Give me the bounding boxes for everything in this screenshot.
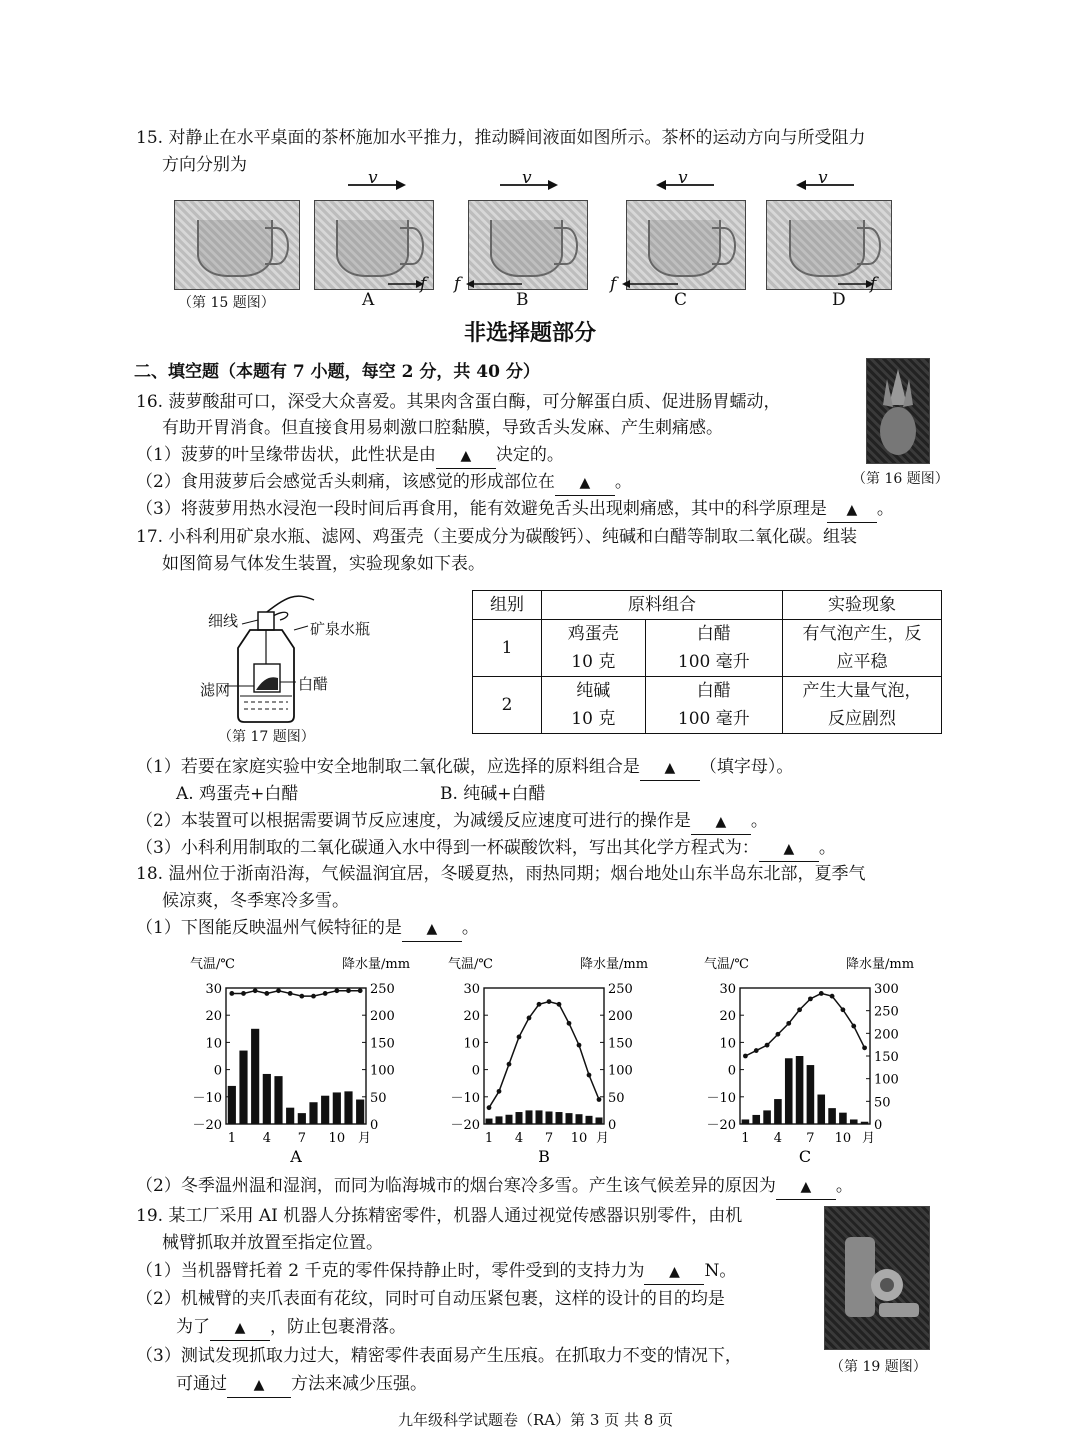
plot-frame [740,988,870,1124]
precip-bar [496,1116,503,1124]
month-tick-label: 1 [227,1131,236,1146]
precip-bar [546,1111,553,1124]
precip-tick-label: 200 [370,1009,395,1025]
precip-bar [828,1108,836,1124]
precip-bar [228,1086,236,1124]
temperature-point [587,1073,592,1078]
precip-bar [356,1100,364,1124]
temperature-point [754,1048,759,1053]
cell-group: 2 [473,677,542,734]
precip-bar [576,1114,583,1124]
temperature-point [276,988,281,993]
temp-tick-label: 30 [205,982,222,997]
section-heading: 二、填空题（本题有 7 小题，每空 2 分，共 40 分） [134,362,540,382]
month-tick-label: 7 [297,1131,306,1146]
temperature-point [537,1002,542,1007]
temp-tick-label: －10 [192,1090,222,1106]
q19-sub2: （2）机械臂的夹爪表面有花纹，同时可自动压紧包裹，这样的设计的目的均是 [136,1289,725,1309]
temperature-point [819,991,824,996]
option-b-label: B [516,290,529,310]
answer-blank[interactable]: ▲ [776,1174,836,1200]
temperature-point [808,996,813,1001]
option-a-label: A [362,290,375,310]
precip-bar [839,1113,847,1124]
precip-bar [763,1110,771,1124]
teacup-photo-still [174,200,300,290]
temp-tick-label: 0 [471,1063,480,1079]
temp-tick-label: 10 [719,1036,736,1052]
temperature-point [797,1007,802,1012]
x-axis-label: 月 [862,1131,876,1146]
temperature-point [487,1105,492,1110]
label-net: 滤网 [200,681,231,699]
temp-tick-label: －10 [706,1090,736,1106]
answer-blank[interactable]: ▲ [644,1259,704,1285]
q19-caption: （第 19 题图） [830,1359,927,1375]
q16-stem-line1: 16. 菠萝酸甜可口，深受大众喜爱。其果肉含蛋白酶，可分解蛋白质、促进肠胃蠕动， [136,392,781,412]
climate-chart-a [188,950,418,1170]
cell-phenomenon: 有气泡产生，反 应平稳 [783,620,942,677]
temperature-point [776,1032,781,1037]
precip-tick-label: 150 [370,1036,395,1052]
answer-blank[interactable]: ▲ [691,809,751,835]
month-tick-label: 4 [262,1131,271,1146]
label-bottle: 矿泉水瓶 [310,620,371,638]
q15-stem-line1: 15. 对静止在水平桌面的茶杯施加水平推力，推动瞬间液面如图所示。茶杯的运动方向与所受阻力 [136,128,866,148]
precip-tick-label: 0 [370,1118,379,1133]
precip-bar [516,1112,523,1124]
q16-caption: （第 16 题图） [852,471,949,487]
temperature-point [786,1021,791,1026]
arrow-left-icon [794,178,856,192]
temperature-point [597,1097,602,1102]
temp-tick-label: 20 [463,1009,480,1025]
temperature-point [346,988,351,993]
precip-bar [817,1095,825,1124]
friction-label-c: f [610,274,617,294]
temperature-point [567,1021,572,1026]
temperature-point [547,999,552,1004]
velocity-label-c: v [678,168,688,188]
q16-sub2: （2）食用菠萝后会感觉舌头刺痛，该感觉的形成部位在 ▲ 。 [136,470,632,496]
robot-arm-photo [824,1206,930,1350]
temperature-point [851,1024,856,1029]
temp-tick-label: 0 [213,1063,222,1079]
temperature-point [253,988,258,993]
label-thread: 细线 [208,612,239,630]
q18-sub2: （2）冬季温州温和湿润，而同为临海城市的烟台寒冷多雪。产生该气候差异的原因为 ▲ 。 [136,1174,853,1200]
temp-tick-label: 10 [463,1036,480,1052]
precip-bar [333,1092,341,1124]
y-axis-right-label: 降水量/mm [846,957,915,972]
option-c-label: C [674,290,688,310]
precip-tick-label: 200 [874,1027,899,1043]
month-tick-label: 7 [806,1131,815,1146]
precip-tick-label: 250 [370,982,395,997]
q17-sub3: （3）小科利用制取的二氧化碳通入水中得到一杯碳酸饮料，写出其化学方程式为： ▲ 。 [136,836,836,862]
precip-tick-label: 250 [608,982,633,997]
q17-option-a: A. 鸡蛋壳+白醋 [176,784,299,804]
y-axis-left-label: 气温/℃ [704,957,749,972]
y-axis-right-label: 降水量/mm [580,957,649,972]
cell-material-2: 白醋 100 毫升 [645,620,782,677]
precip-bar [556,1112,563,1124]
precip-bar [752,1115,760,1124]
temperature-line [232,991,360,996]
section-title: 非选择题部分 [464,320,597,346]
q19-stem-line2: 械臂抓取并放置至指定位置。 [162,1233,383,1253]
precip-bar [321,1096,329,1124]
temperature-point [323,991,328,996]
answer-blank[interactable]: ▲ [759,836,819,862]
cell-material-1: 纯碱 10 克 [542,677,646,734]
precip-tick-label: 100 [608,1063,633,1079]
velocity-label-b: v [522,168,532,188]
temperature-point [229,991,234,996]
velocity-label-d: v [818,168,828,188]
precip-tick-label: 100 [874,1072,899,1088]
teacup-photo-a [314,200,434,290]
precip-bar [526,1110,533,1124]
q18-stem-line2: 候凉爽，冬季寒冷多雪。 [162,891,349,911]
temperature-point [517,1035,522,1040]
pineapple-photo [866,358,930,464]
precip-bar [309,1102,317,1124]
month-tick-label: 10 [328,1131,346,1146]
answer-blank[interactable]: ▲ [402,916,462,942]
temp-tick-label: 0 [727,1063,736,1079]
month-tick-label: 1 [741,1131,750,1146]
page-footer: 九年级科学试题卷（RA）第 3 页 共 8 页 [398,1411,674,1429]
plot-frame [484,988,604,1124]
precip-bar [850,1119,858,1124]
precip-bar [251,1029,259,1124]
temperature-point [497,1089,502,1094]
month-tick-label: 10 [834,1131,852,1146]
month-tick-label: 4 [773,1131,783,1146]
answer-blank[interactable]: ▲ [827,497,877,523]
q19-sub3: （3）测试发现抓取力过大，精密零件表面易产生压痕。在抓取力不变的情况下， [136,1346,742,1366]
table-row [473,677,942,734]
temp-tick-label: －20 [706,1118,736,1133]
cell-material-1: 鸡蛋壳 10 克 [542,620,646,677]
precip-tick-label: 0 [874,1118,883,1133]
temp-tick-label: －20 [192,1118,222,1133]
precip-bar [596,1117,603,1124]
temperature-point [577,1043,582,1048]
precip-bar [586,1116,593,1124]
temperature-point [358,988,363,993]
answer-blank[interactable]: ▲ [436,443,496,469]
friction-arrow-c [620,278,680,290]
temperature-point [241,991,246,996]
q17-sub1: （1）若要在家庭实验中安全地制取二氧化碳，应选择的原料组合是 ▲ （填字母）。 [136,755,793,781]
friction-arrow-b [464,278,524,290]
precip-tick-label: 150 [874,1050,899,1065]
precip-bar [742,1119,750,1124]
temperature-point [765,1043,770,1048]
precip-bar [486,1119,493,1124]
header-phenomenon: 实验现象 [783,591,942,620]
temperature-line [489,1002,599,1108]
precip-bar [344,1091,352,1124]
chart-name-label: A [290,1147,302,1166]
precip-tick-label: 50 [608,1090,625,1106]
precip-bar [861,1122,869,1124]
x-axis-label: 月 [596,1131,610,1146]
x-axis-label: 月 [358,1131,372,1146]
cell-material-2: 白醋 100 毫升 [645,677,782,734]
temperature-point [311,994,316,999]
table-header-row [473,591,942,620]
option-d-label: D [832,290,846,310]
q17-stem-line1: 17. 小科利用矿泉水瓶、滤网、鸡蛋壳（主要成分为碳酸钙）、纯碱和白醋等制取二氧化碳。组装 [136,527,857,547]
label-vinegar: 白醋 [298,675,329,693]
friction-label-a: f [420,274,427,294]
temperature-point [527,1016,532,1021]
arrow-left-icon [654,178,716,192]
q17-stem-line2: 如图简易气体发生装置，实验现象如下表。 [162,554,485,574]
gas-generator-diagram [196,586,396,726]
velocity-label-a: v [368,168,378,188]
arrow-right-icon [498,178,560,192]
q19-sub2-cont: 为了 ▲ ，防止包裹滑落。 [176,1315,406,1341]
q17-caption: （第 17 题图） [218,729,315,745]
friction-label-b: f [454,274,461,294]
temperature-point [841,1007,846,1012]
header-materials: 原料组合 [542,591,783,620]
precip-bar [239,1051,247,1124]
precip-bar [796,1056,804,1124]
precip-tick-label: 150 [608,1036,633,1052]
cell-phenomenon: 产生大量气泡， 反应剧烈 [783,677,942,734]
q16-stem-line2: 有助开胃消食。但直接食用易刺激口腔黏膜，导致舌头发麻、产生刺痛感。 [162,418,723,438]
temp-tick-label: 10 [205,1036,222,1052]
month-tick-label: 4 [514,1131,524,1146]
precip-tick-label: 0 [608,1118,617,1133]
temp-tick-label: 30 [463,982,480,997]
climate-chart-c [702,950,922,1170]
chart-name-label: B [538,1147,550,1166]
arrow-right-icon [346,178,408,192]
precip-bar [298,1113,306,1124]
precip-bar [274,1076,282,1124]
robot-arm-icon [825,1207,929,1349]
precip-bar [506,1115,513,1124]
climate-chart-b [446,950,656,1170]
answer-blank[interactable]: ▲ [210,1315,270,1341]
temperature-point [264,991,269,996]
temperature-line [745,993,864,1056]
q17-option-b: B. 纯碱+白醋 [440,784,546,804]
temperature-point [299,994,304,999]
temp-tick-label: 20 [719,1009,736,1025]
temperature-point [557,1002,562,1007]
q16-sub1: （1）菠萝的叶呈缘带齿状，此性状是由 ▲ 决定的。 [136,443,564,469]
experiment-table [472,590,942,734]
temp-tick-label: 30 [719,982,736,997]
precip-bar [263,1074,271,1124]
month-tick-label: 10 [570,1131,588,1146]
teacup-photo-c [626,200,746,290]
precip-tick-label: 200 [608,1009,633,1025]
temperature-point [507,1062,512,1067]
precip-bar [807,1065,815,1124]
temp-tick-label: －20 [450,1118,480,1133]
precip-tick-label: 300 [874,982,899,997]
pineapple-icon [867,359,929,463]
q18-stem-line1: 18. 温州位于浙南沿海，气候温润宜居，冬暖夏热，雨热同期；烟台地处山东半岛东北部，夏季气 [136,864,866,884]
temperature-point [830,994,835,999]
answer-blank[interactable]: ▲ [555,470,615,496]
friction-label-d: f [870,274,877,294]
precip-tick-label: 50 [370,1090,387,1106]
cell-group: 1 [473,620,542,677]
precip-bar [774,1099,782,1124]
q19-sub1: （1）当机器臂托着 2 千克的零件保持静止时，零件受到的支持力为 ▲ N。 [136,1259,736,1285]
q19-sub3-cont: 可通过 ▲ 方法来减少压强。 [176,1372,427,1398]
answer-blank[interactable]: ▲ [227,1372,291,1398]
precip-tick-label: 50 [874,1095,891,1111]
precip-bar [785,1058,793,1124]
precip-bar [566,1113,573,1124]
temperature-point [743,1054,748,1059]
precip-tick-label: 100 [370,1063,395,1079]
q16-sub3: （3）将菠萝用热水浸泡一段时间后再食用，能有效避免舌头出现刺痛感，其中的科学原理是 ▲ 。 [136,497,894,523]
precip-bar [286,1108,294,1124]
y-axis-right-label: 降水量/mm [342,957,411,972]
q18-sub1: （1）下图能反映温州气候特征的是 ▲ 。 [136,916,479,942]
temperature-point [288,991,293,996]
temp-tick-label: －10 [450,1090,480,1106]
temperature-point [334,988,339,993]
q15-caption: （第 15 题图） [178,295,275,311]
answer-blank[interactable]: ▲ [640,755,700,781]
q17-sub2: （2）本装置可以根据需要调节反应速度，为减缓反应速度可进行的操作是 ▲ 。 [136,809,768,835]
q15-stem-line2: 方向分别为 [162,155,247,175]
precip-bar [536,1110,543,1124]
y-axis-left-label: 气温/℃ [190,957,235,972]
precip-tick-label: 250 [874,1004,899,1020]
header-group: 组别 [473,591,542,620]
y-axis-left-label: 气温/℃ [448,957,493,972]
temperature-point [862,1045,867,1050]
chart-name-label: C [798,1147,812,1166]
month-tick-label: 1 [484,1131,494,1146]
q19-stem-line1: 19. 某工厂采用 AI 机器人分拣精密零件，机器人通过视觉传感器识别零件，由机 [136,1206,743,1226]
teacup-photo-b [468,200,588,290]
month-tick-label: 7 [544,1131,554,1146]
table-row [473,620,942,677]
temp-tick-label: 20 [205,1009,222,1025]
